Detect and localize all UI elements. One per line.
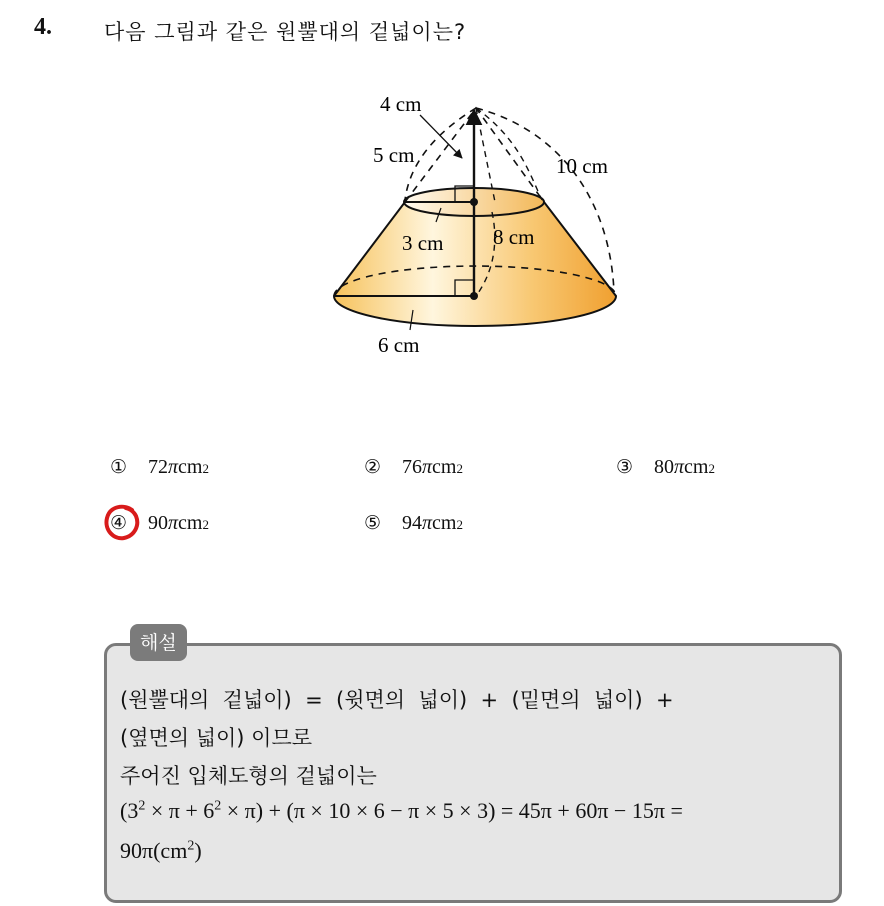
choice-2-mark: ②	[364, 456, 382, 478]
label-4cm: 4 cm	[380, 92, 422, 116]
label-3cm: 3 cm	[402, 231, 444, 255]
frustum-figure	[0, 0, 884, 400]
choice-3[interactable]: ③ 80 π cm 2	[616, 456, 715, 478]
choice-3-mark: ③	[616, 456, 634, 478]
label-6cm: 6 cm	[378, 333, 420, 357]
label-5cm: 5 cm	[373, 143, 415, 167]
question-text: 다음 그림과 같은 원뿔대의 겉넓이는?	[104, 20, 467, 44]
choice-5[interactable]: ⑤ 94 π cm 2	[364, 512, 463, 534]
solution-line-2: (옆면의 넓이) 이므로	[120, 726, 313, 750]
label-10cm: 10 cm	[556, 154, 608, 178]
choice-2[interactable]: ② 76 π cm 2	[364, 456, 463, 478]
answer-circle-mark	[102, 502, 142, 542]
solution-line-5: $90\pi(cm^2)$	[120, 838, 202, 863]
choice-4-mark: ④	[110, 512, 128, 534]
solution-line-4: $(3^2 \times \pi + 6^2 \times \pi) + (\pi \times 10 \times 6 - \pi \times 5 \times 3) = 45\pi + 60\pi - 15\pi$ =	[120, 798, 683, 823]
solution-line-1: (원뿔대의 겉넓이) = (윗면의 넓이) + (밑면의 넓이) +	[120, 688, 674, 712]
solution-line-3: 주어진 입체도형의 겉넓이는	[120, 764, 377, 788]
choice-5-mark: ⑤	[364, 512, 382, 534]
choice-1[interactable]: ① 72 π cm 2	[110, 456, 209, 478]
label-8cm: 8 cm	[493, 225, 535, 249]
solution-tag: 해설	[130, 624, 187, 661]
question-number: 4.	[34, 14, 52, 40]
choice-1-mark: ①	[110, 456, 128, 478]
choice-4[interactable]: ④ 90 π cm 2	[110, 512, 209, 534]
